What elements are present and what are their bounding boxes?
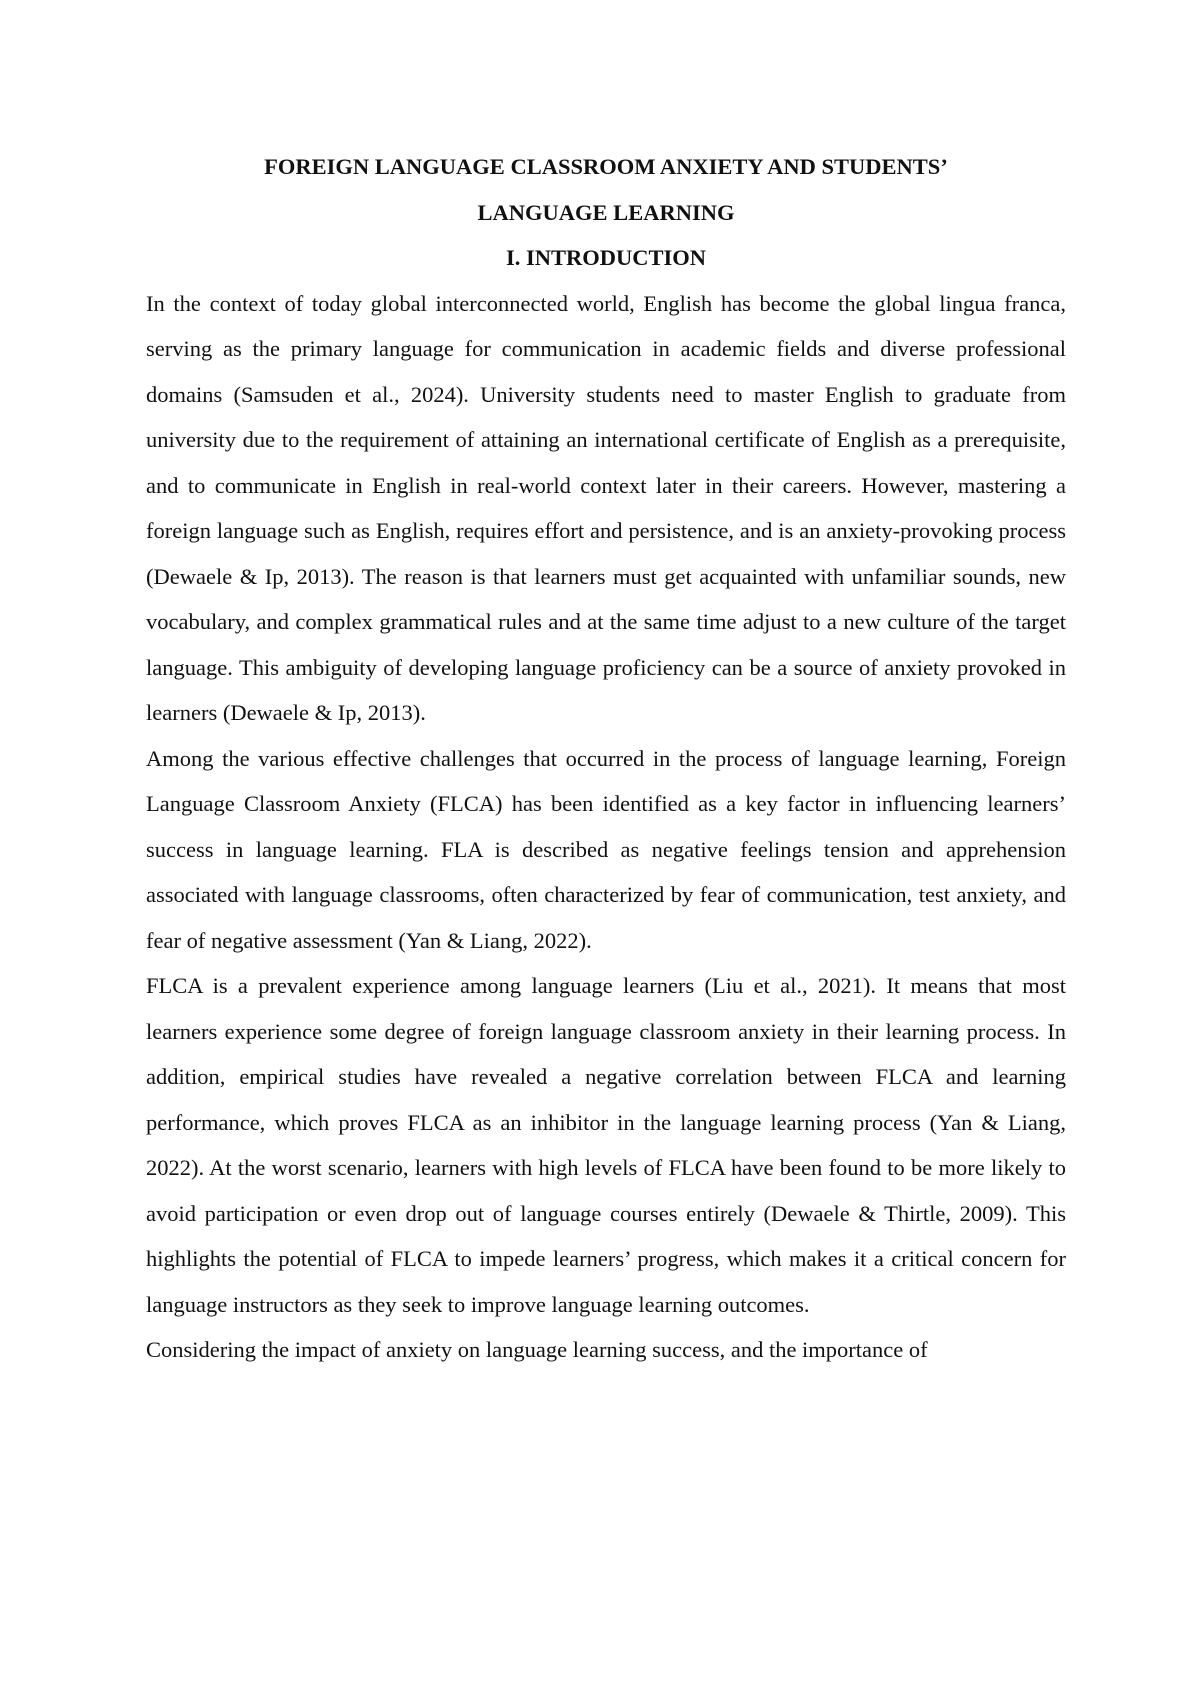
paragraph-4: Considering the impact of anxiety on language learning success, and the importance of (146, 1337, 928, 1362)
paragraph-3: FLCA is a prevalent experience among language learners (Liu et al., 2021). It means that most learners experience some degree of foreign language classroom anxiety in their learning process. In addition, empirical studies have revealed a negative correlation between FLCA and learning performance, which proves FLCA as an inhibitor in the language learning process (Yan & Liang, 2022). At the worst scenario, learners with high levels of FLCA have been found to be more likely to avoid participation or even drop out of language courses entirely (Dewaele & Thirtle, 2009). This highlights the potential of FLCA to impede learners’ progress, which makes it a critical concern for language instructors as they seek to improve language learning outcomes. (146, 973, 1066, 1317)
document-title-line-2: LANGUAGE LEARNING (477, 199, 735, 225)
paragraph-2: Among the various effective challenges that occurred in the process of language learning, Foreign Language Classroom Anxiety (FLCA) has been identified as a key factor in influencing learners’ success in language learning. FLA is described as negative feelings tension and apprehension associated with language classrooms, often characterized by fear of communication, test anxiety, and fear of negative assessment (Yan & Liang, 2022). (146, 745, 1066, 953)
paragraph-1: In the context of today global interconnected world, English has become the global lingua franca, serving as the primary language for communication in academic fields and diverse professional domains (Samsuden et al., 2024). University students need to master English to graduate from university due to the requirement of attaining an international certificate of English as a prerequisite, and to communicate in English in real-world context later in their careers. However, mastering a foreign language such as English, requires effort and persistence, and is an anxiety-provoking process (Dewaele & Ip, 2013). The reason is that learners must get acquainted with unfamiliar sounds, new vocabulary, and complex grammatical rules and at the same time adjust to a new culture of the target language. This ambiguity of developing language proficiency can be a source of anxiety provoked in learners (Dewaele & Ip, 2013). (146, 290, 1066, 725)
document-title-line-1: FOREIGN LANGUAGE CLASSROOM ANXIETY AND STUDENTS’ (264, 154, 948, 179)
section-heading: I. INTRODUCTION (505, 245, 707, 270)
document-body (146, 144, 1066, 1373)
